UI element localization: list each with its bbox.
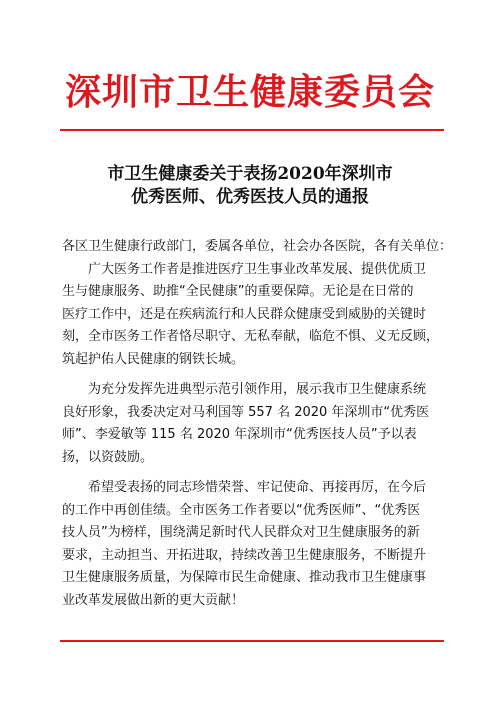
paragraph-line: 刻，全市医务工作者恪尽职守、无私奉献，临危不惧、义无反顾， xyxy=(62,329,440,344)
document-title xyxy=(0,163,500,209)
paragraph-line: 卫生健康服务质量，为保障市民生命健康、推动我市卫生健康事 xyxy=(62,570,427,585)
document-body xyxy=(62,236,453,612)
paragraph-gap xyxy=(62,371,442,379)
title-line-1: 市卫生健康委关于表扬2020年深圳市 xyxy=(107,164,393,184)
paragraph-line: 业改革发展做出新的更大贡献！ xyxy=(62,592,245,608)
paragraph-line: 的工作中再创佳绩。全市医务工作者要以“优秀医师”、“优秀医 xyxy=(62,502,421,518)
paragraph-3 xyxy=(62,477,442,612)
salutation: 各区卫生健康行政部门，委属各单位，社会办各医院，各有关单位： xyxy=(62,239,453,254)
paragraph-line: 师”、李爱敏等 115 名 2020 年深圳市“优秀医技人员”予以表 xyxy=(62,427,417,442)
paragraph-line: 技人员”为榜样，围绕满足新时代人民群众对卫生健康服务的新 xyxy=(62,525,420,540)
paragraph-line: 医疗工作中，还是在疾病流行和人民群众健康受到威胁的关键时 xyxy=(62,306,427,322)
paragraph-2 xyxy=(62,379,442,469)
paragraph-line: 要求，主动担当、开拓进取，持续改善卫生健康服务，不断提升 xyxy=(62,547,427,563)
paragraph-line: 希望受表扬的同志珍惜荣誉、牢记使命、再接再厉，在今后 xyxy=(62,480,427,495)
letterhead: 深圳市卫生健康委员会 xyxy=(64,71,435,113)
footer-red-rule xyxy=(60,640,444,642)
title-line-2: 优秀医师、优秀医技人员的通报 xyxy=(131,187,369,207)
paragraph-line: 广大医务工作者是推进医疗卫生事业改革发展、提供优质卫 xyxy=(62,261,427,277)
paragraph-line: 扬，以资鼓励。 xyxy=(62,449,154,465)
paragraph-1 xyxy=(62,259,442,372)
letterhead-red-rule xyxy=(60,129,444,131)
paragraph-line: 生与健康服务、助推“全民健康”的重要保障。无论是在日常的 xyxy=(62,284,414,299)
paragraph-line: 良好形象，我委决定对马利国等 557 名 2020 年深圳市“优秀医 xyxy=(62,404,430,420)
paragraph-gap xyxy=(62,469,442,477)
paragraph-line: 为充分发挥先进典型示范引领作用，展示我市卫生健康系统 xyxy=(62,382,427,397)
paragraph-line: 筑起护佑人民健康的钢铁长城。 xyxy=(62,351,245,367)
